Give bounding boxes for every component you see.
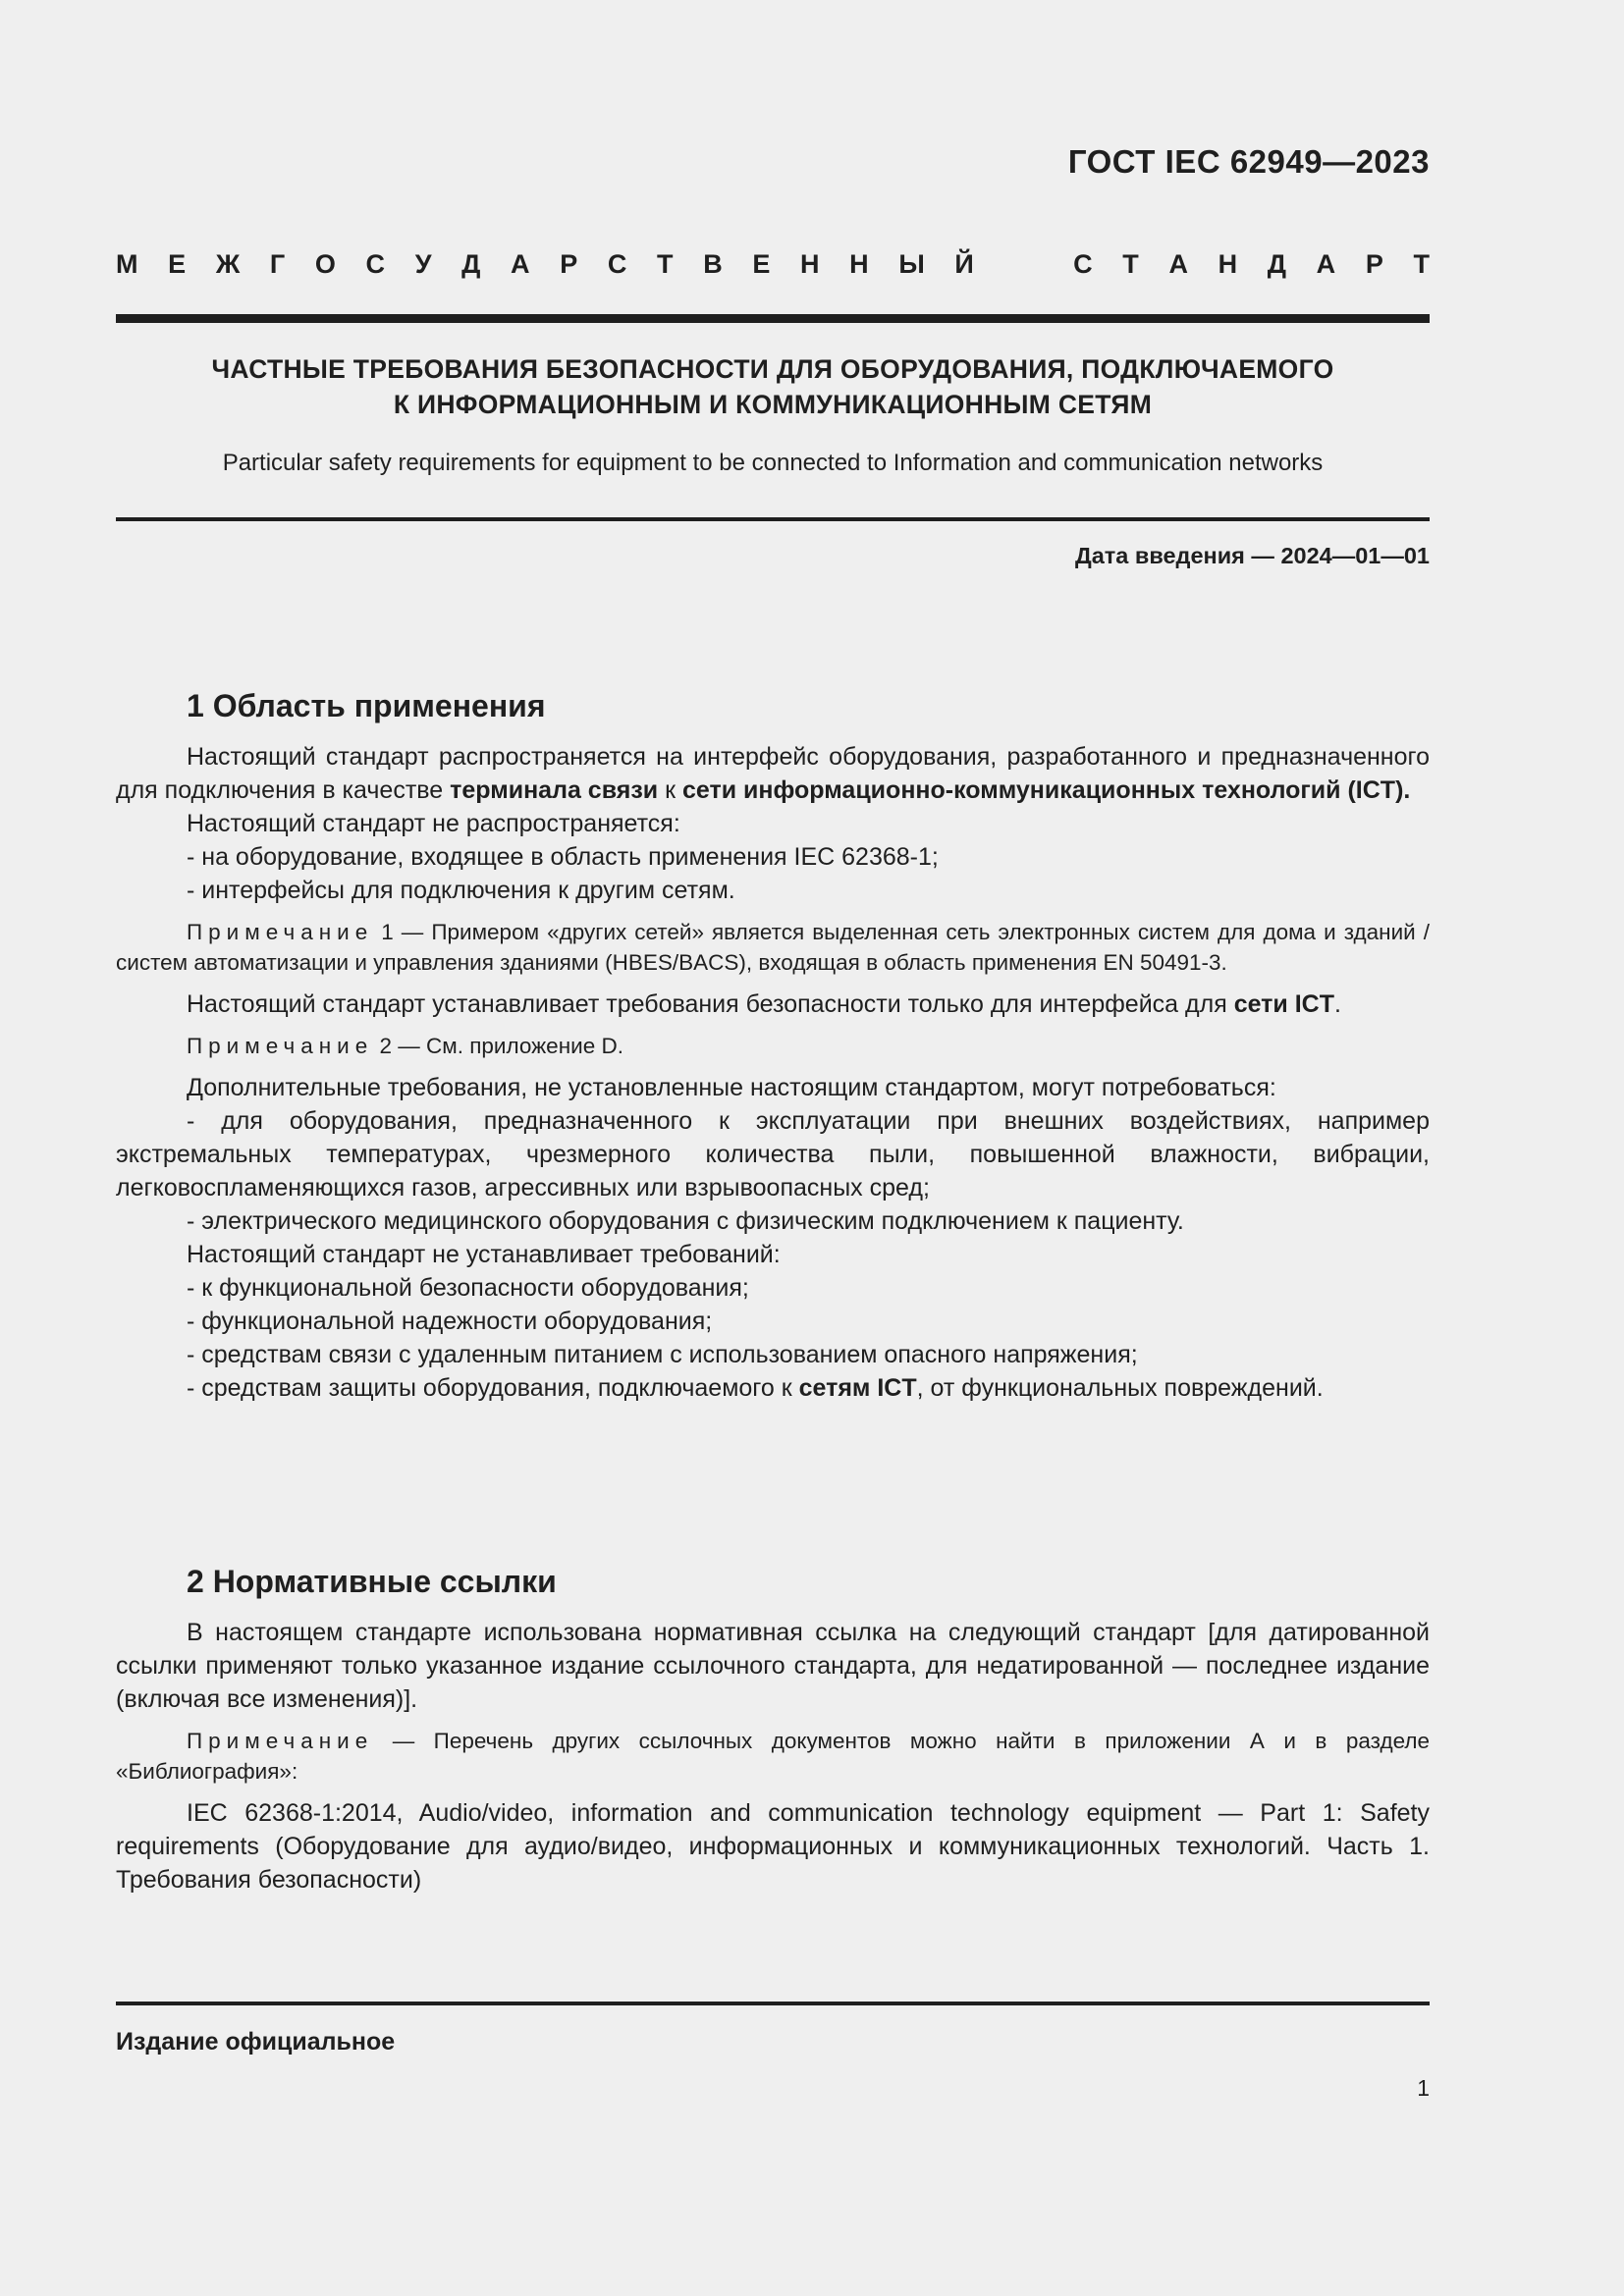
paragraph [116,740,1430,807]
standard-type-letter: А [1316,249,1336,279]
standard-type-letter: Н [1218,249,1238,279]
standard-type-letter: У [414,249,432,279]
standard-type-letter: М [116,249,138,279]
word-gap [1003,249,1043,280]
standard-type-letter: Ж [215,249,241,279]
note-text: 1 — Примером «других сетей» является выделенная сеть электронных систем для дома и зданий /систем автоматизации и управления зданиями (HBES/BACS), входящая в область применения EN 50491-3. [116,920,1430,975]
standard-type-letter: О [314,249,336,279]
standard-type-letter: Т [1413,249,1430,279]
standard-type [116,249,1430,280]
document-title [116,351,1430,422]
page-number: 1 [1417,2075,1430,2101]
term-bold: сетям ICT [798,1374,917,1402]
standard-type-letter: Д [461,249,481,279]
standard-type-letter: Т [657,249,674,279]
title-rule [116,517,1430,521]
text: , от функциональных повреждений. [916,1374,1324,1402]
note [116,1726,1430,1787]
section-1-heading: 1 Область применения [187,688,546,723]
edition-label: Издание официальное [116,2028,396,2056]
list-item: - для оборудования, предназначенного к эксплуатации при внешних воздействиях, например экстремальных температурах, чрезмерного количества пыли, повышенной влажности, вибрации, легковоспламеняющихся газов, агрессивных или взрывоопасных сред; [116,1107,1430,1201]
note-text: — Перечень других ссылочных документов можно найти в приложении А и в разделе «Библиография»: [116,1729,1430,1784]
standard-type-letter: Н [800,249,820,279]
section-2 [116,1565,1430,1896]
note-label: Примечание [187,1034,374,1058]
standard-type-letter: Г [269,249,286,279]
section-2-heading: 2 Нормативные ссылки [187,1564,557,1599]
title-line-2: К ИНФОРМАЦИОННЫМ И КОММУНИКАЦИОННЫМ СЕТЯМ [393,390,1153,419]
term-bold: сети информационно-коммуникационных технологий (ICT). [681,776,1411,804]
text: . [1334,990,1341,1018]
standard-type-letter: Т [1122,249,1139,279]
standard-type-letter: Е [752,249,771,279]
title-line-1: ЧАСТНЫЕ ТРЕБОВАНИЯ БЕЗОПАСНОСТИ ДЛЯ ОБОРУДОВАНИЯ, ПОДКЛЮЧАЕМОГО [211,354,1334,384]
document-title-en: Particular safety requirements for equipment to be connected to Information and communication networks [222,450,1324,476]
paragraph: Настоящий стандарт не устанавливает требований: [187,1241,781,1268]
paragraph: Настоящий стандарт не распространяется: [187,810,680,837]
footer-rule [116,2002,1430,2005]
standard-type-letter: А [511,249,530,279]
list-item: - интерфейсы для подключения к другим сетям. [187,877,735,904]
standard-type-letter: Е [168,249,187,279]
list-item: - на оборудование, входящее в область применения IEC 62368-1; [187,843,939,871]
standard-type-letter: Ы [898,249,925,279]
standard-type-letter: Р [560,249,578,279]
note-label: Примечание [187,1729,374,1753]
term-bold: терминала связи [450,776,659,804]
text: Настоящий стандарт устанавливает требования безопасности только для интерфейса для [187,990,1234,1018]
doc-number: ГОСТ IEC 62949—2023 [1067,143,1430,180]
note-2 [116,1031,1430,1061]
list-item [116,1371,1430,1405]
standard-type-letter: В [703,249,723,279]
standard-type-letter: Д [1267,249,1287,279]
term-bold: сети ICT [1233,990,1334,1018]
text: Настоящий стандарт распространяется на интерфейс оборудования, разработанного и предназначенного для подключения в качестве [116,743,1430,804]
standard-type-letter: Н [849,249,869,279]
list-item: - функциональной надежности оборудования; [187,1308,713,1335]
list-item: - к функциональной безопасности оборудования; [187,1274,749,1302]
intro-date: Дата введения — 2024—01—01 [1074,543,1430,568]
note-label: Примечание [187,920,374,944]
paragraph: В настоящем стандарте использована нормативная ссылка на следующий стандарт [для датированной ссылки применяют только указанное издание ссылочного стандарта, для недатированной — последнее издание (включая все изменения)]. [116,1619,1430,1713]
paragraph: Дополнительные требования, не установленные настоящим стандартом, могут потребоваться: [187,1074,1276,1101]
note-1 [116,917,1430,978]
standard-type-letter: С [365,249,386,279]
standard-type-letter: Р [1365,249,1383,279]
text: к [658,776,682,804]
text: - средствам защиты оборудования, подключаемого к [187,1374,799,1402]
normative-reference: IEC 62368-1:2014, Audio/video, information and communication technology equipment — Part 1: Safety requirements (Оборудование для аудио/видео, информационных и коммуникационных технологий. Часть 1. Требования безопасности) [116,1799,1430,1894]
header-rule [116,314,1430,323]
paragraph [116,988,1430,1021]
list-item: - электрического медицинского оборудования с физическим подключением к пациенту. [187,1207,1184,1235]
note-text: 2 — См. приложение D. [373,1034,623,1058]
standard-type-letter: С [607,249,627,279]
standard-type-letter: А [1168,249,1188,279]
standard-type-letter: С [1073,249,1093,279]
section-1 [116,689,1430,1405]
list-item: - средствам связи с удаленным питанием с использованием опасного напряжения; [187,1341,1138,1368]
standard-type-letter: Й [954,249,974,279]
